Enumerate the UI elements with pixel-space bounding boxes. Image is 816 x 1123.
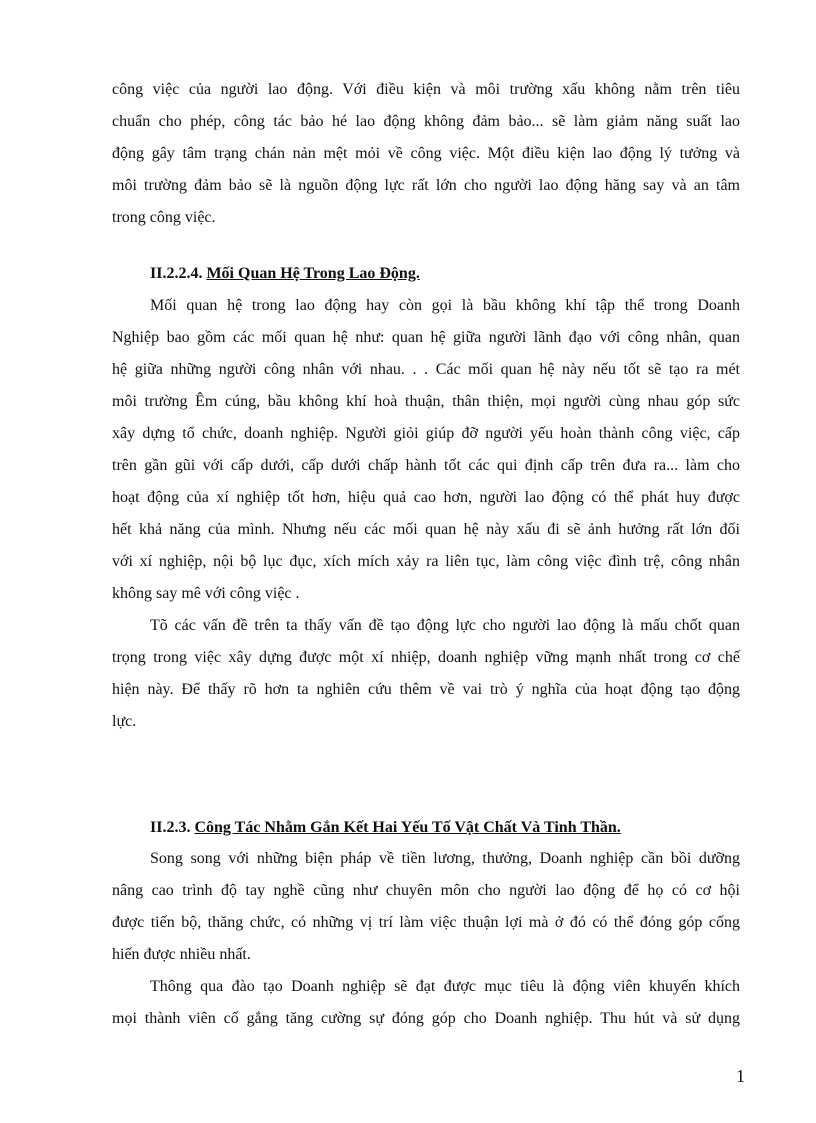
paragraph-line: hiện này. Để thấy rõ hơn ta nghiên cứu thêm về vai trò ý nghĩa của hoạt động tạo động xyxy=(112,681,740,698)
paragraph-line: hiến được nhiều nhất. xyxy=(112,946,251,963)
paragraph-line: hoạt động của xí nghiệp tốt hơn, hiệu quả cao hơn, người lao động có thể phát huy được xyxy=(112,489,740,506)
paragraph-line: nâng cao trình độ tay nghề cũng như chuyên môn cho người lao động để họ có cơ hội xyxy=(112,882,740,899)
heading-title: Công Tác Nhằm Gắn Kết Hai Yếu Tố Vật Chất Và Tinh Thần. xyxy=(194,819,621,836)
paragraph-line: Thông qua đào tạo Doanh nghiệp sẽ đạt được mục tiêu là động viên khuyến khích xyxy=(150,978,740,995)
paragraph-line: trọng trong việc xây dựng được một xí nhiệp, doanh nghiệp vững mạnh nhất trong cơ chế xyxy=(112,649,740,666)
paragraph-labor-relations xyxy=(112,290,740,610)
paragraph-line: không say mê với công việc . xyxy=(112,585,300,602)
paragraph-line: động gây tâm trạng chán nản mệt mỏi về công việc. Một điều kiện lao động lý tưởng và xyxy=(112,145,740,162)
paragraph-line: hết khả năng của mình. Nhưng nếu các mối quan hệ này xấu đi sẽ ảnh hưởng rất lớn đối xyxy=(112,521,740,538)
paragraph-line: lực. xyxy=(112,713,137,730)
paragraph-training xyxy=(112,843,740,971)
paragraph-line: được tiến bộ, thăng chức, có những vị trí làm việc thuận lợi mà ở đó có thể đóng góp cống xyxy=(112,914,740,931)
paragraph-line: Nghiệp bao gồm các mối quan hệ như: quan hệ giữa người lãnh đạo với công nhân, quan xyxy=(112,329,740,346)
paragraph-motivation xyxy=(112,610,740,738)
paragraph-line: hệ giữa những người công nhân với nhau. . . Các mối quan hệ này nếu tốt sẽ tạo ra mét xyxy=(112,361,740,378)
paragraph-line: Tõ các vấn đề trên ta thấy vấn đề tạo động lực cho người lao động là mấu chốt quan xyxy=(150,617,740,634)
section-heading-labor-relations xyxy=(112,258,740,290)
paragraph-line: môi trường Êm cúng, bầu không khí hoà thuận, thân thiện, mọi người cùng nhau góp sức xyxy=(112,393,740,410)
paragraph-line: công việc của người lao động. Với điều kiện và môi trường xấu không nằm trên tiêu xyxy=(112,81,740,98)
paragraph-working-conditions xyxy=(112,74,740,234)
heading-number: II.2.3. xyxy=(150,819,191,836)
paragraph-line: trong công việc. xyxy=(112,209,216,226)
paragraph-line: môi trường đảm bảo sẽ là nguồn động lực rất lớn cho người lao động hăng say và an tâm xyxy=(112,177,740,194)
paragraph-line: mọi thành viên cố gắng tăng cường sự đóng góp cho Doanh nghiệp. Thu hút và sử dụng xyxy=(112,1010,740,1027)
paragraph-line: Song song với những biện pháp về tiền lương, thưởng, Doanh nghiệp cần bồi dưỡng xyxy=(150,850,740,867)
paragraph-line: với xí nghiệp, nội bộ lục đục, xích mích xảy ra liên tục, làm công việc đình trệ, công nhân xyxy=(112,553,740,570)
paragraph-line: chuẩn cho phép, công tác bảo hé lao động không đảm bảo... sẽ làm giảm năng suất lao xyxy=(112,113,740,130)
heading-title: Mối Quan Hệ Trong Lao Động. xyxy=(206,265,420,282)
page-number: 1 xyxy=(736,1066,745,1086)
paragraph-line: xây dựng tổ chức, doanh nghiệp. Người giỏi giúp đỡ người yếu hoàn thành công việc, cấp xyxy=(112,425,740,442)
paragraph-line: trên gần gũi với cấp dưới, cấp dưới chấp hành tốt các qui định cấp trên đưa ra... làm cho xyxy=(112,457,740,474)
paragraph-line: Mối quan hệ trong lao động hay còn gọi là bầu không khí tập thể trong Doanh xyxy=(150,297,740,314)
section-heading-material-spiritual xyxy=(112,812,740,844)
paragraph-training-goals xyxy=(112,971,740,1035)
heading-number: II.2.2.4. xyxy=(150,265,203,282)
